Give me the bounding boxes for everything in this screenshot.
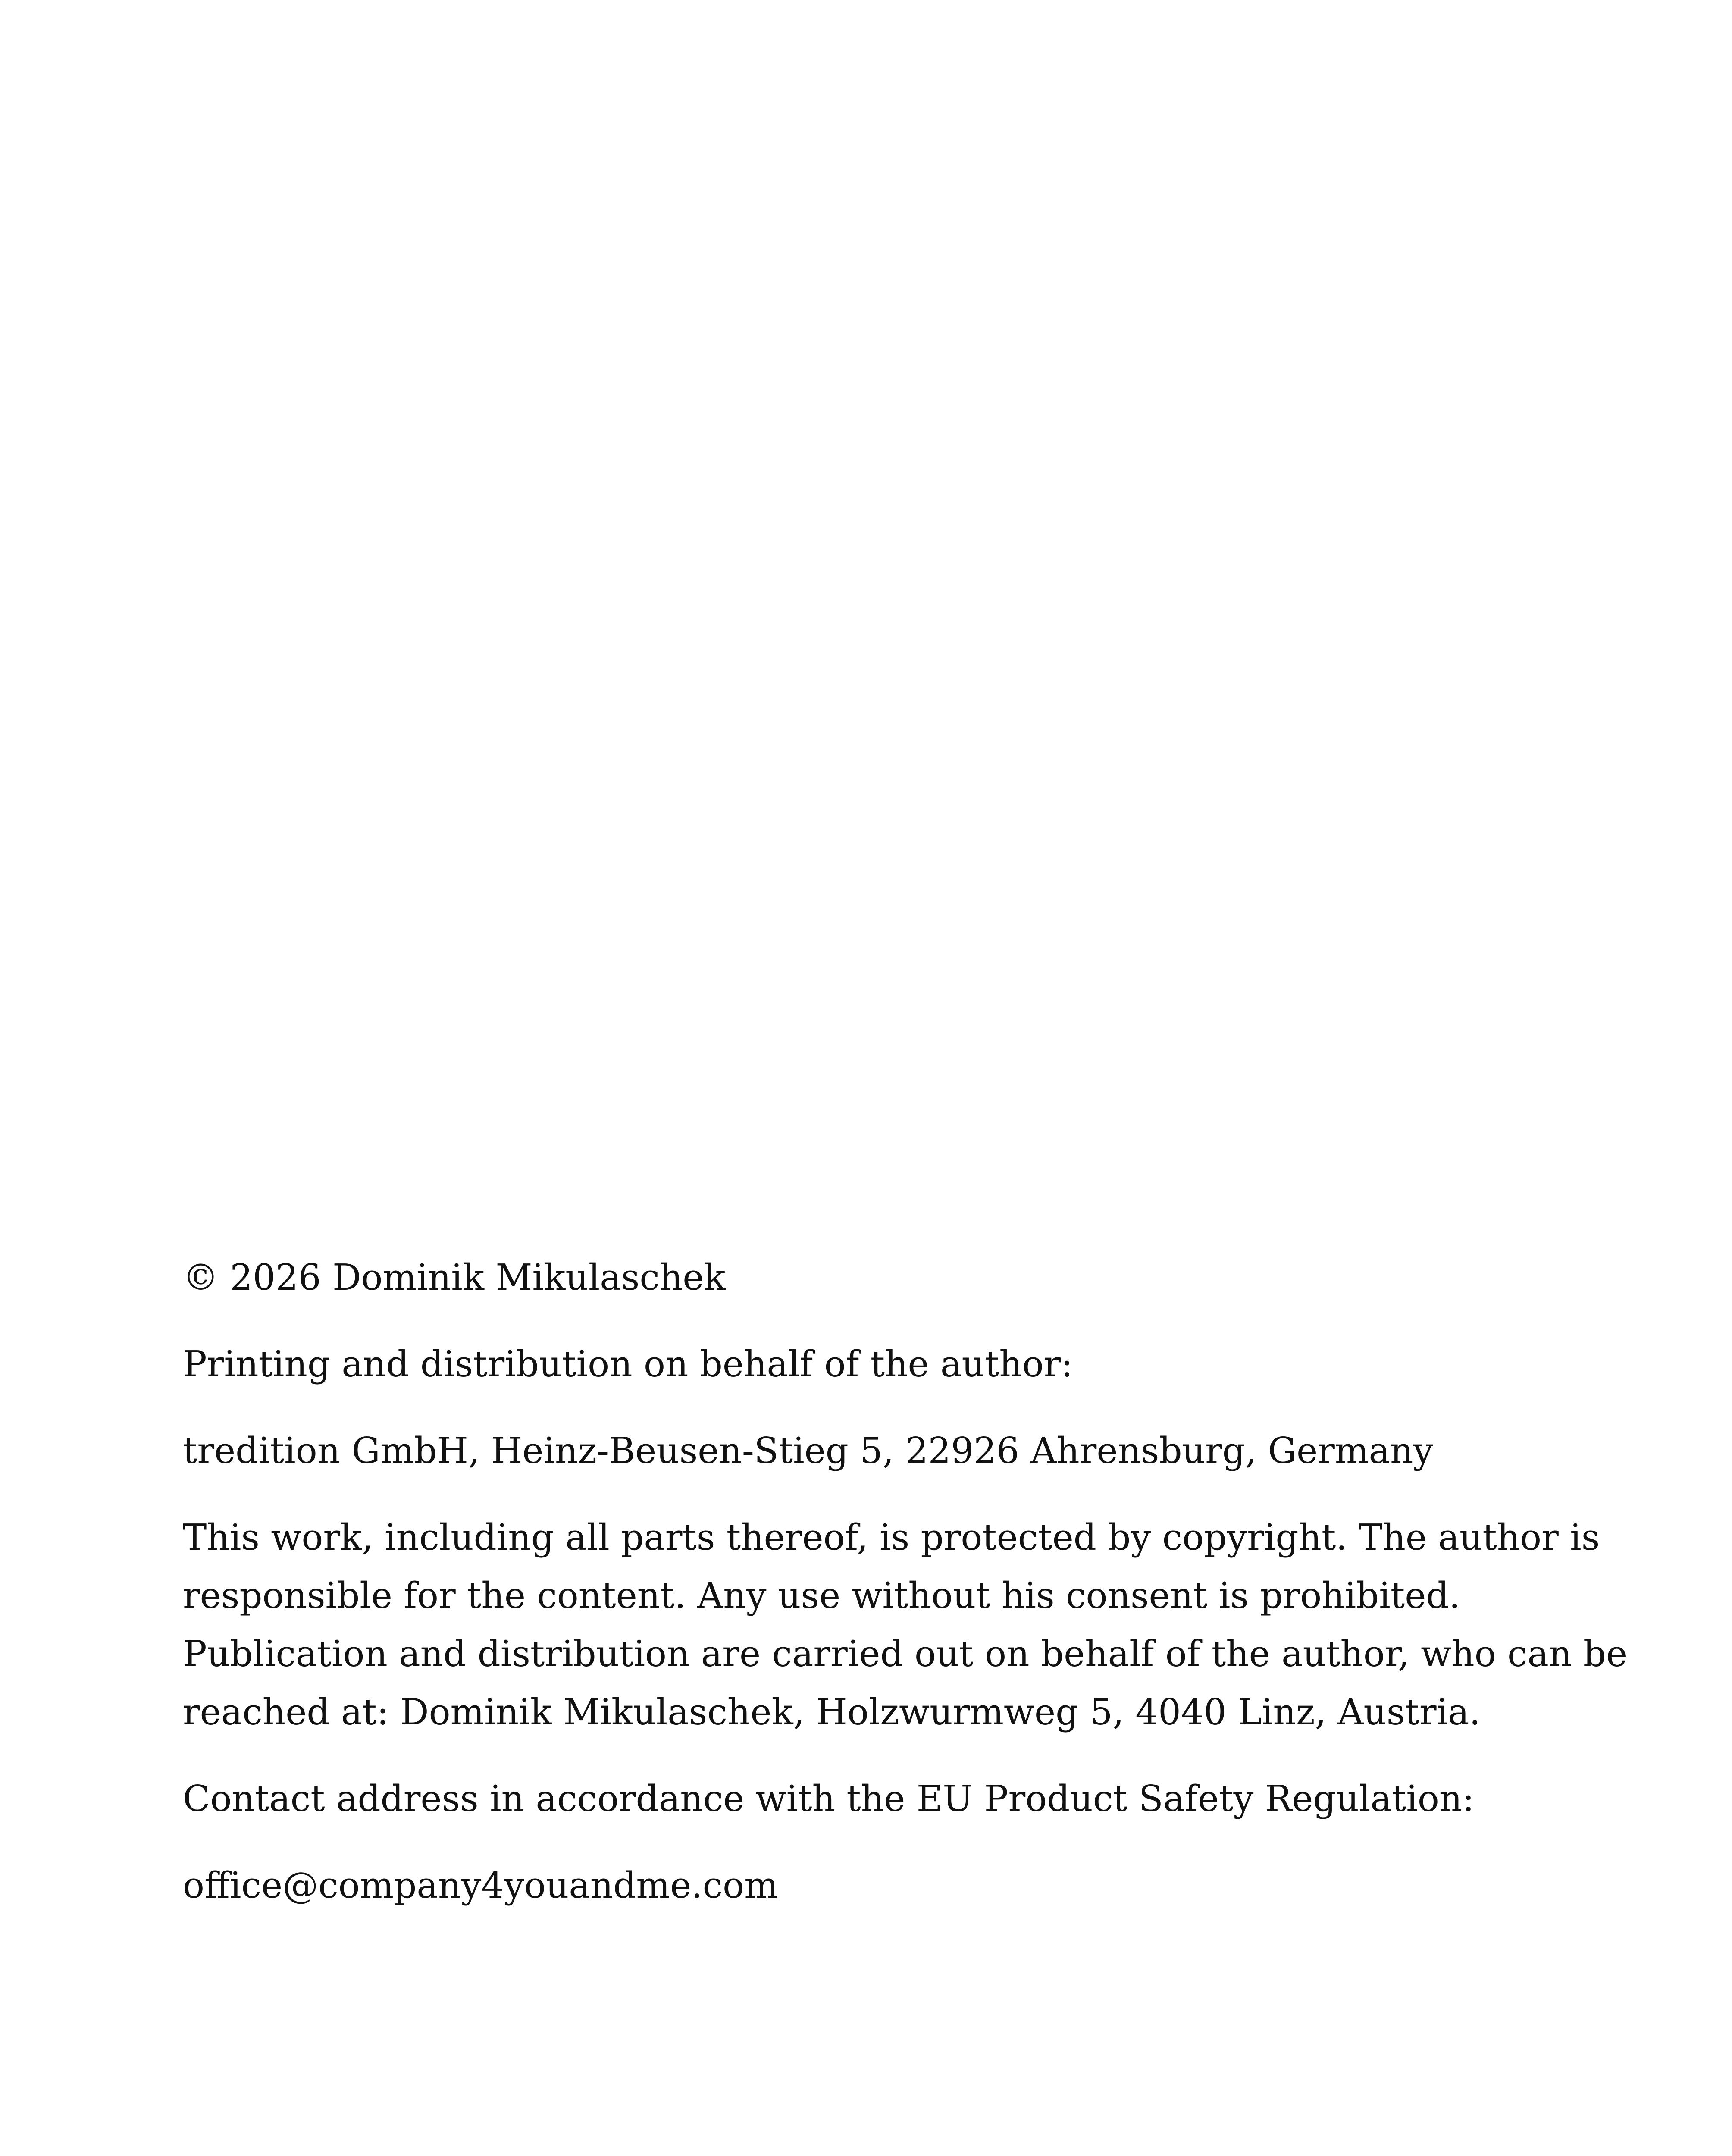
publisher-address: tredition GmbH, Heinz-Beusen-Stieg 5, 22926 Ahrensburg, Germany bbox=[183, 1430, 1434, 1472]
rights-line: Publication and distribution are carried out on behalf of the author, who can be bbox=[183, 1633, 1628, 1675]
contact-label: Contact address in accordance with the EU Product Safety Regulation: bbox=[183, 1778, 1475, 1820]
rights-line: reached at: Dominik Mikulaschek, Holzwurmweg 5, 4040 Linz, Austria. bbox=[183, 1691, 1481, 1733]
rights-line: responsible for the content. Any use without his consent is prohibited. bbox=[183, 1575, 1460, 1617]
imprint-block bbox=[183, 1248, 1628, 1943]
rights-statement bbox=[183, 1508, 1628, 1741]
rights-line: This work, including all parts thereof, is protected by copyright. The author is bbox=[183, 1517, 1600, 1558]
contact-email: office@company4youandme.com bbox=[183, 1865, 778, 1906]
printing-label: Printing and distribution on behalf of the author: bbox=[183, 1343, 1073, 1385]
copyright-notice: © 2026 Dominik Mikulaschek bbox=[183, 1257, 726, 1298]
